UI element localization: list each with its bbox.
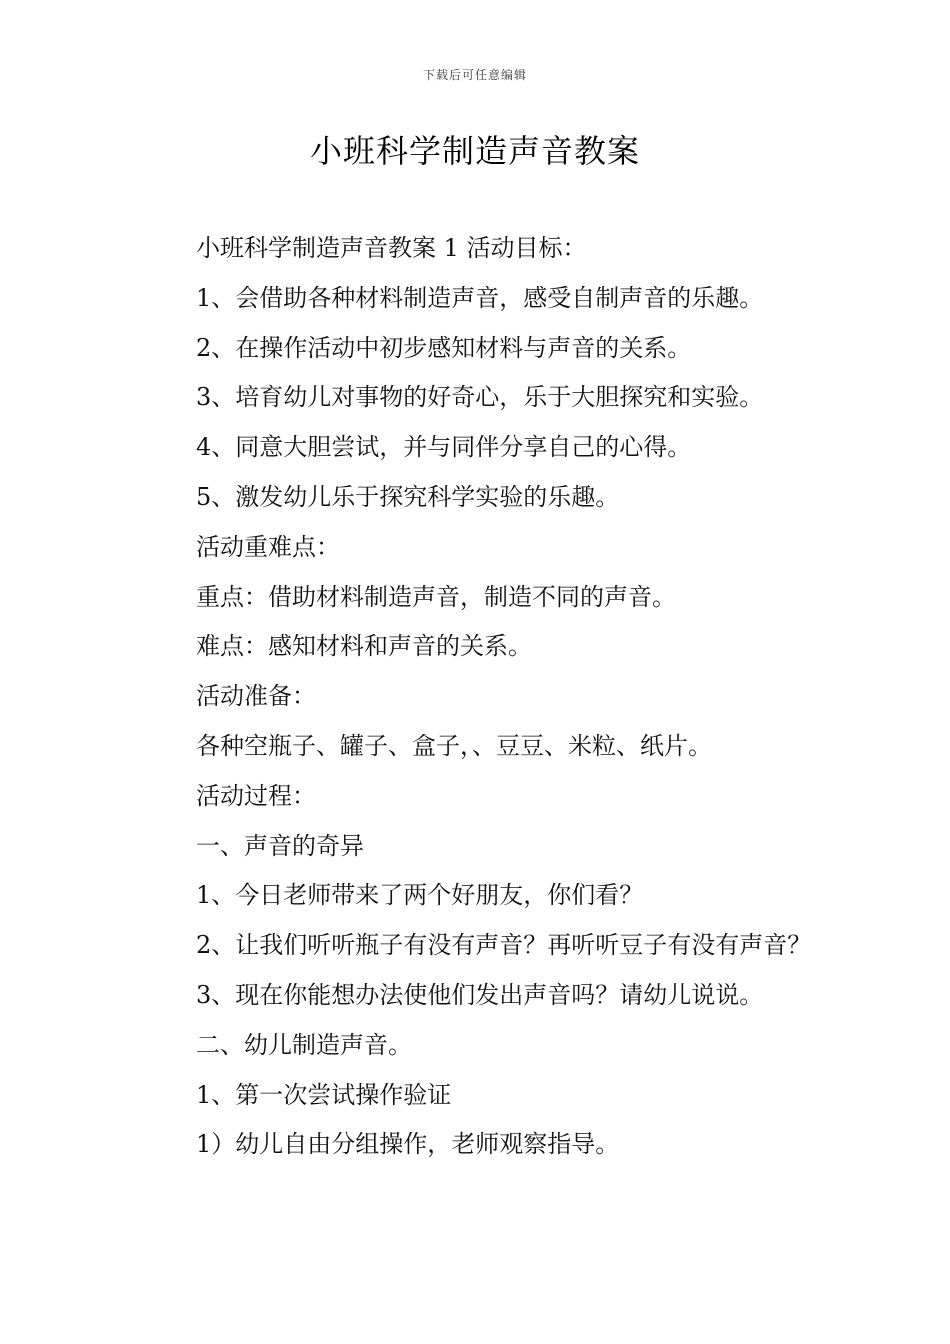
paragraph: 活动准备： <box>196 682 316 711</box>
paragraph: 一、声音的奇异 <box>196 831 364 860</box>
paragraph: 小班科学制造声音教案 1 活动目标： <box>196 234 587 262</box>
paragraph: 2、在操作活动中初步感知材料与声音的关系。 <box>196 333 692 362</box>
paragraph: 1、会借助各种材料制造声音，感受自制声音的乐趣。 <box>196 283 764 312</box>
paragraph: 2、让我们听听瓶子有没有声音？再听听豆子有没有声音？ <box>196 931 812 960</box>
paragraph: 1）幼儿自由分组操作，老师观察指导。 <box>196 1130 620 1159</box>
header-note: 下载后可任意编辑 <box>422 68 527 82</box>
paragraph: 活动重难点： <box>196 532 340 561</box>
paragraph: 重点：借助材料制造声音，制造不同的声音。 <box>196 582 676 611</box>
document-body <box>146 224 816 1170</box>
paragraph: 1、今日老师带来了两个好朋友，你们看？ <box>196 881 644 910</box>
paragraph: 活动过程： <box>196 781 316 810</box>
paragraph: 二、幼儿制造声音。 <box>196 1030 412 1059</box>
paragraph: 各种空瓶子、罐子、盒子，、豆豆、米粒、纸片。 <box>196 731 712 760</box>
paragraph: 3、现在你能想办法使他们发出声音吗？请幼儿说说。 <box>196 980 764 1009</box>
paragraph: 难点：感知材料和声音的关系。 <box>196 632 532 661</box>
paragraph: 5、激发幼儿乐于探究科学实验的乐趣。 <box>196 482 620 511</box>
paragraph: 3、培育幼儿对事物的好奇心，乐于大胆探究和实验。 <box>196 383 764 412</box>
paragraph: 4、同意大胆尝试，并与同伴分享自己的心得。 <box>196 433 692 462</box>
paragraph: 1、第一次尝试操作验证 <box>196 1080 452 1109</box>
document-title: 小班科学制造声音教案 <box>309 132 640 170</box>
